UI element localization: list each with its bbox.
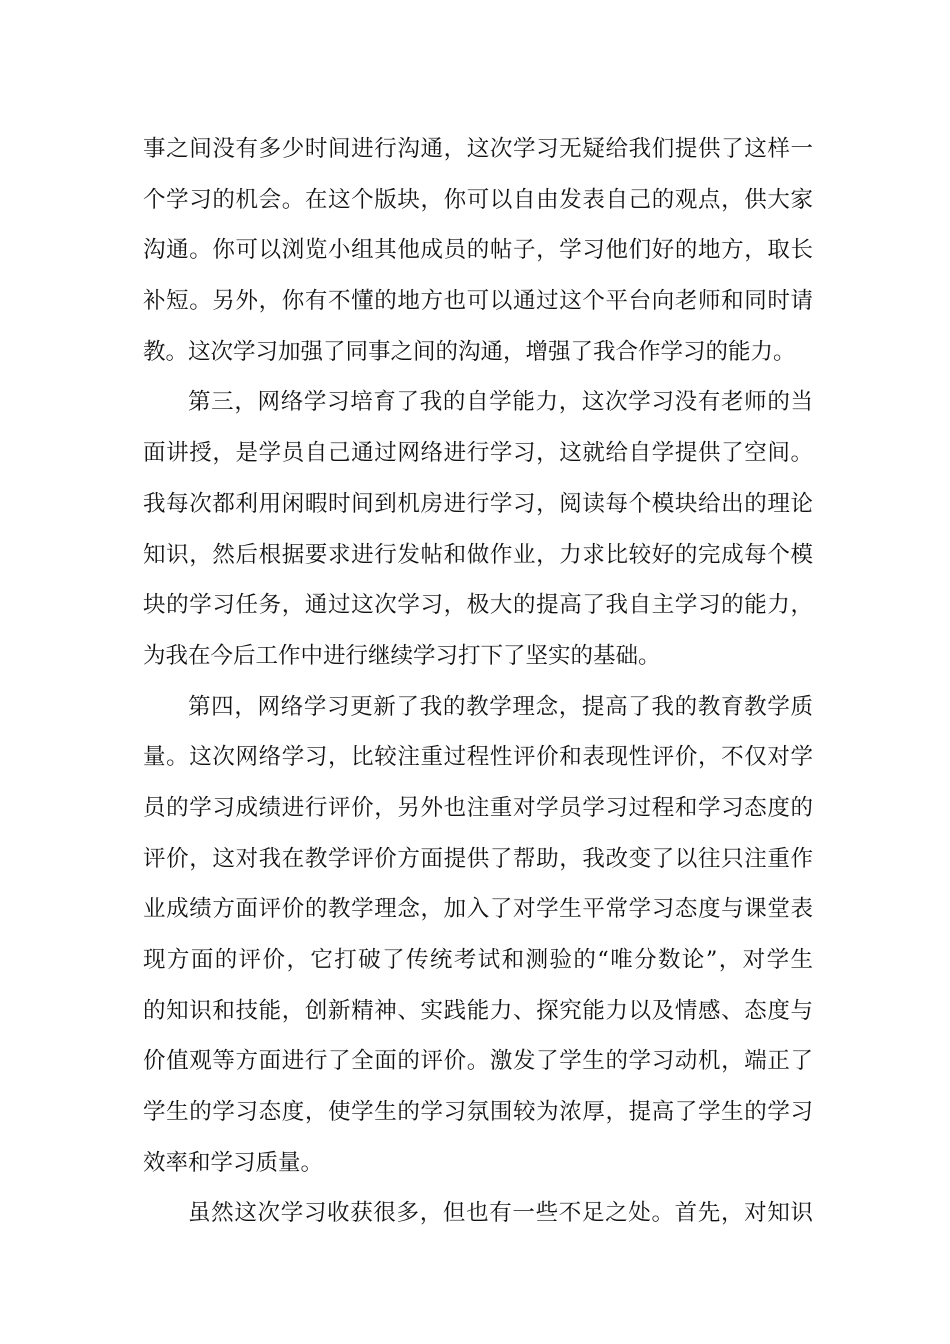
text-line: 第三，网络学习培育了我的自学能力，这次学习没有老师的当 [188,389,813,416]
text-line: 员的学习成绩进行评价，另外也注重对学员学习过程和学习态度的 [143,794,813,821]
text-line: 第四，网络学习更新了我的教学理念，提高了我的教育教学质 [188,693,813,720]
text-line: 块的学习任务，通过这次学习，极大的提高了我自主学习的能力， [143,592,813,619]
text-line: 量。这次网络学习，比较注重过程性评价和表现性评价，不仅对学 [143,744,813,771]
text-line: 学生的学习态度，使学生的学习氛围较为浓厚，提高了学生的学习 [143,1099,813,1126]
body-text [143,124,813,1239]
text-line: 知识，然后根据要求进行发帖和做作业，力求比较好的完成每个模 [143,541,813,568]
text-line: 价值观等方面进行了全面的评价。激发了学生的学习动机，端正了 [143,1048,813,1075]
text-line: 的知识和技能，创新精神、实践能力、探究能力以及情感、态度与 [143,997,813,1024]
text-line: 为我在今后工作中进行继续学习打下了坚实的基础。 [143,642,661,669]
text-line: 业成绩方面评价的教学理念，加入了对学生平常学习态度与课堂表 [143,896,813,923]
text-line: 个学习的机会。在这个版块，你可以自由发表自己的观点，供大家 [143,186,813,213]
text-line: 效率和学习质量。 [143,1149,324,1176]
text-line: 事之间没有多少时间进行沟通，这次学习无疑给我们提供了这样一 [143,136,813,162]
text-line: 补短。另外，你有不懂的地方也可以通过这个平台向老师和同时请 [143,288,813,315]
text-line: 评价，这对我在教学评价方面提供了帮助，我改变了以往只注重作 [143,845,813,872]
text-line: 虽然这次学习收获很多，但也有一些不足之处。首先，对知识 [188,1200,813,1227]
text-line: 沟通。你可以浏览小组其他成员的帖子，学习他们好的地方，取长 [143,237,813,264]
text-line: 面讲授，是学员自己通过网络进行学习，这就给自学提供了空间。 [143,440,813,467]
text-line: 教。这次学习加强了同事之间的沟通，增强了我合作学习的能力。 [143,338,796,365]
text-line: 现方面的评价，它打破了传统考试和测验的“唯分数论”，对学生 [143,947,813,973]
text-line: 我每次都利用闲暇时间到机房进行学习，阅读每个模块给出的理论 [143,490,813,517]
